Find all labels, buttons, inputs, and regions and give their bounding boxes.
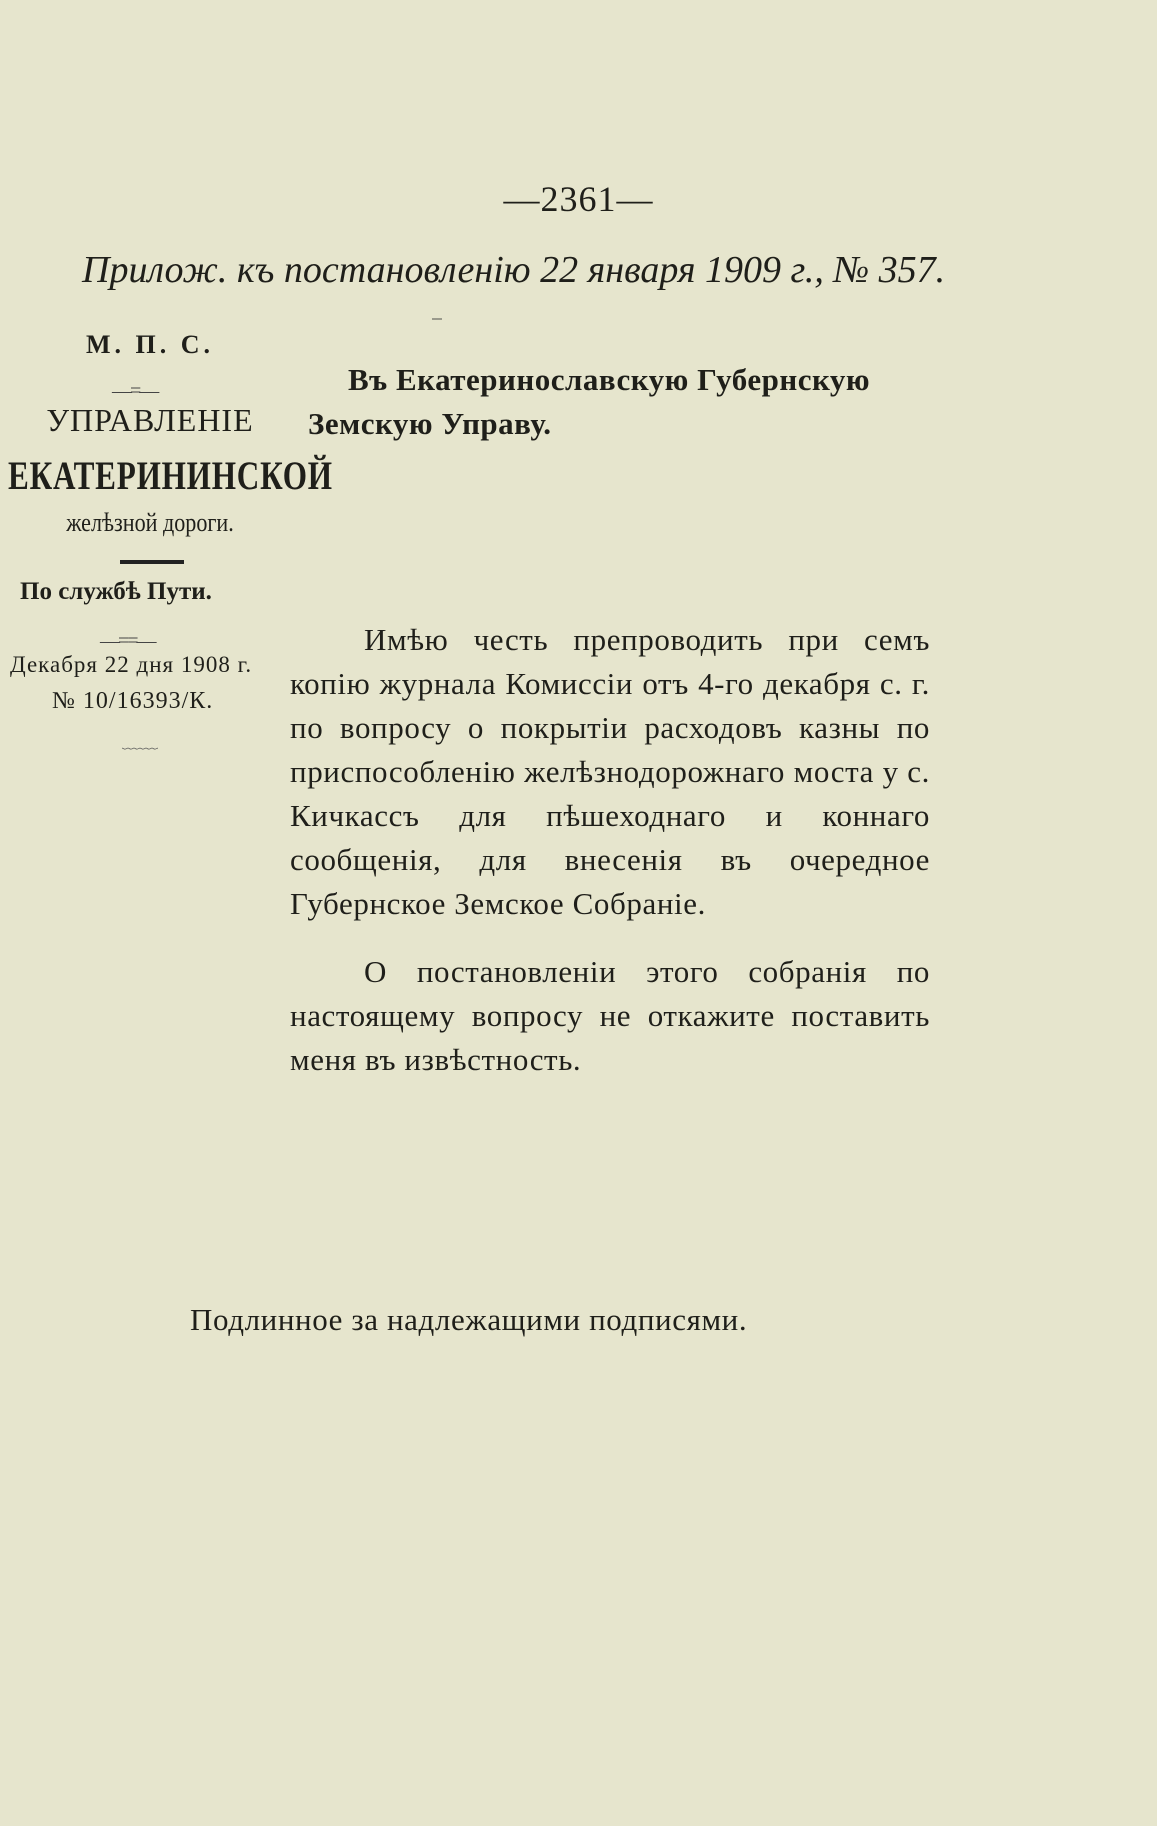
addressee: [308, 358, 928, 446]
separator-ornament: —==—: [100, 630, 155, 652]
tick-mark: [432, 318, 442, 320]
addressee-line: Земскую Управу.: [308, 406, 552, 441]
department-title: УПРАВЛЕНІЕ: [46, 402, 254, 438]
letter-body: [290, 618, 930, 1106]
appendix-note: Прилож. къ постановленію 22 января 1909 г., № 357.: [82, 249, 946, 291]
wavy-ornament: ﹏﹏: [122, 732, 158, 752]
service-department: По службѣ Пути.: [20, 578, 212, 605]
body-paragraph: О постановленіи этого собранія по настоящему вопросу не откажите поставить меня въ извѣстность.: [290, 954, 930, 1077]
page-number: —2361—: [503, 179, 654, 219]
letter-number: № 10/16393/К.: [52, 688, 214, 714]
letter-date: Декабря 22 дня 1908 г.: [10, 652, 253, 677]
addressee-line: Въ Екатеринославскую Губернскую: [348, 362, 871, 397]
ministry-abbreviation: М. П. С.: [85, 330, 215, 359]
separator-ornament: —=—: [112, 380, 158, 402]
signoff-note: Подлинное за надлежащими подписями.: [190, 1302, 748, 1337]
heading-rule: [120, 560, 184, 564]
body-paragraph: Имѣю честь препроводить при семъ копію журнала Комиссіи отъ 4-го декабря с. г. по вопросу о покрытіи расходовъ казны по приспособленію желѣзнодорожнаго моста у с. Кичкассъ для пѣшеходнаго и коннаго сообщенія, для внесенія въ очередное Губернское Земское Собраніе.: [290, 622, 930, 921]
railway-name: ЕКАТЕРИНИНСКОЙ: [8, 453, 333, 498]
railway-subtitle: желѣзной дороги.: [66, 508, 234, 537]
